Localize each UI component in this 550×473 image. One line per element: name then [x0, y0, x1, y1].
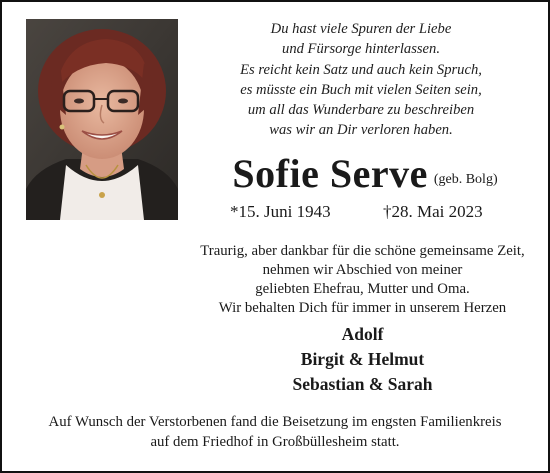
message-line: Traurig, aber dankbar für die schöne gemeinsame Zeit,: [200, 243, 525, 259]
deceased-name-block: [195, 150, 535, 197]
message-line: nehmen wir Abschied von meiner: [262, 262, 463, 278]
death-date: †28. Mai 2023: [383, 202, 483, 221]
poem-line: und Fürsorge hinterlassen.: [282, 41, 440, 58]
mourner-name: Sebastian & Sarah: [292, 374, 433, 394]
poem-line: Es reicht kein Satz und auch kein Spruch,: [240, 61, 482, 78]
message-line: Wir behalten Dich für immer in unserem Herzen: [218, 300, 507, 316]
message-line: geliebten Ehefrau, Mutter und Oma.: [255, 281, 470, 297]
footer-line: Auf Wunsch der Verstorbenen fand die Beisetzung im engsten Familienkreis: [48, 414, 502, 430]
footer-line: auf dem Friedhof in Großbüllesheim statt.: [150, 434, 400, 450]
poem-line: Du hast viele Spuren der Liebe: [270, 21, 452, 37]
poem-line: was wir an Dir verloren haben.: [269, 122, 453, 139]
mourner-name: Adolf: [341, 324, 384, 344]
portrait-photo: [26, 19, 178, 220]
birth-date: *15. Juni 1943: [230, 202, 331, 221]
poem: [193, 19, 529, 141]
deceased-name: Sofie Serve: [232, 151, 428, 196]
poem-line: es müsste ein Buch mit vielen Seiten sein,: [240, 81, 482, 98]
farewell-message: [185, 242, 540, 318]
mourner-name: Birgit & Helmut: [300, 349, 425, 369]
poem-line: um all das Wunderbare zu beschreiben: [247, 102, 475, 119]
burial-note: [0, 412, 550, 452]
birth-name: (geb. Bolg): [433, 172, 498, 187]
mourners-list: [185, 322, 540, 397]
